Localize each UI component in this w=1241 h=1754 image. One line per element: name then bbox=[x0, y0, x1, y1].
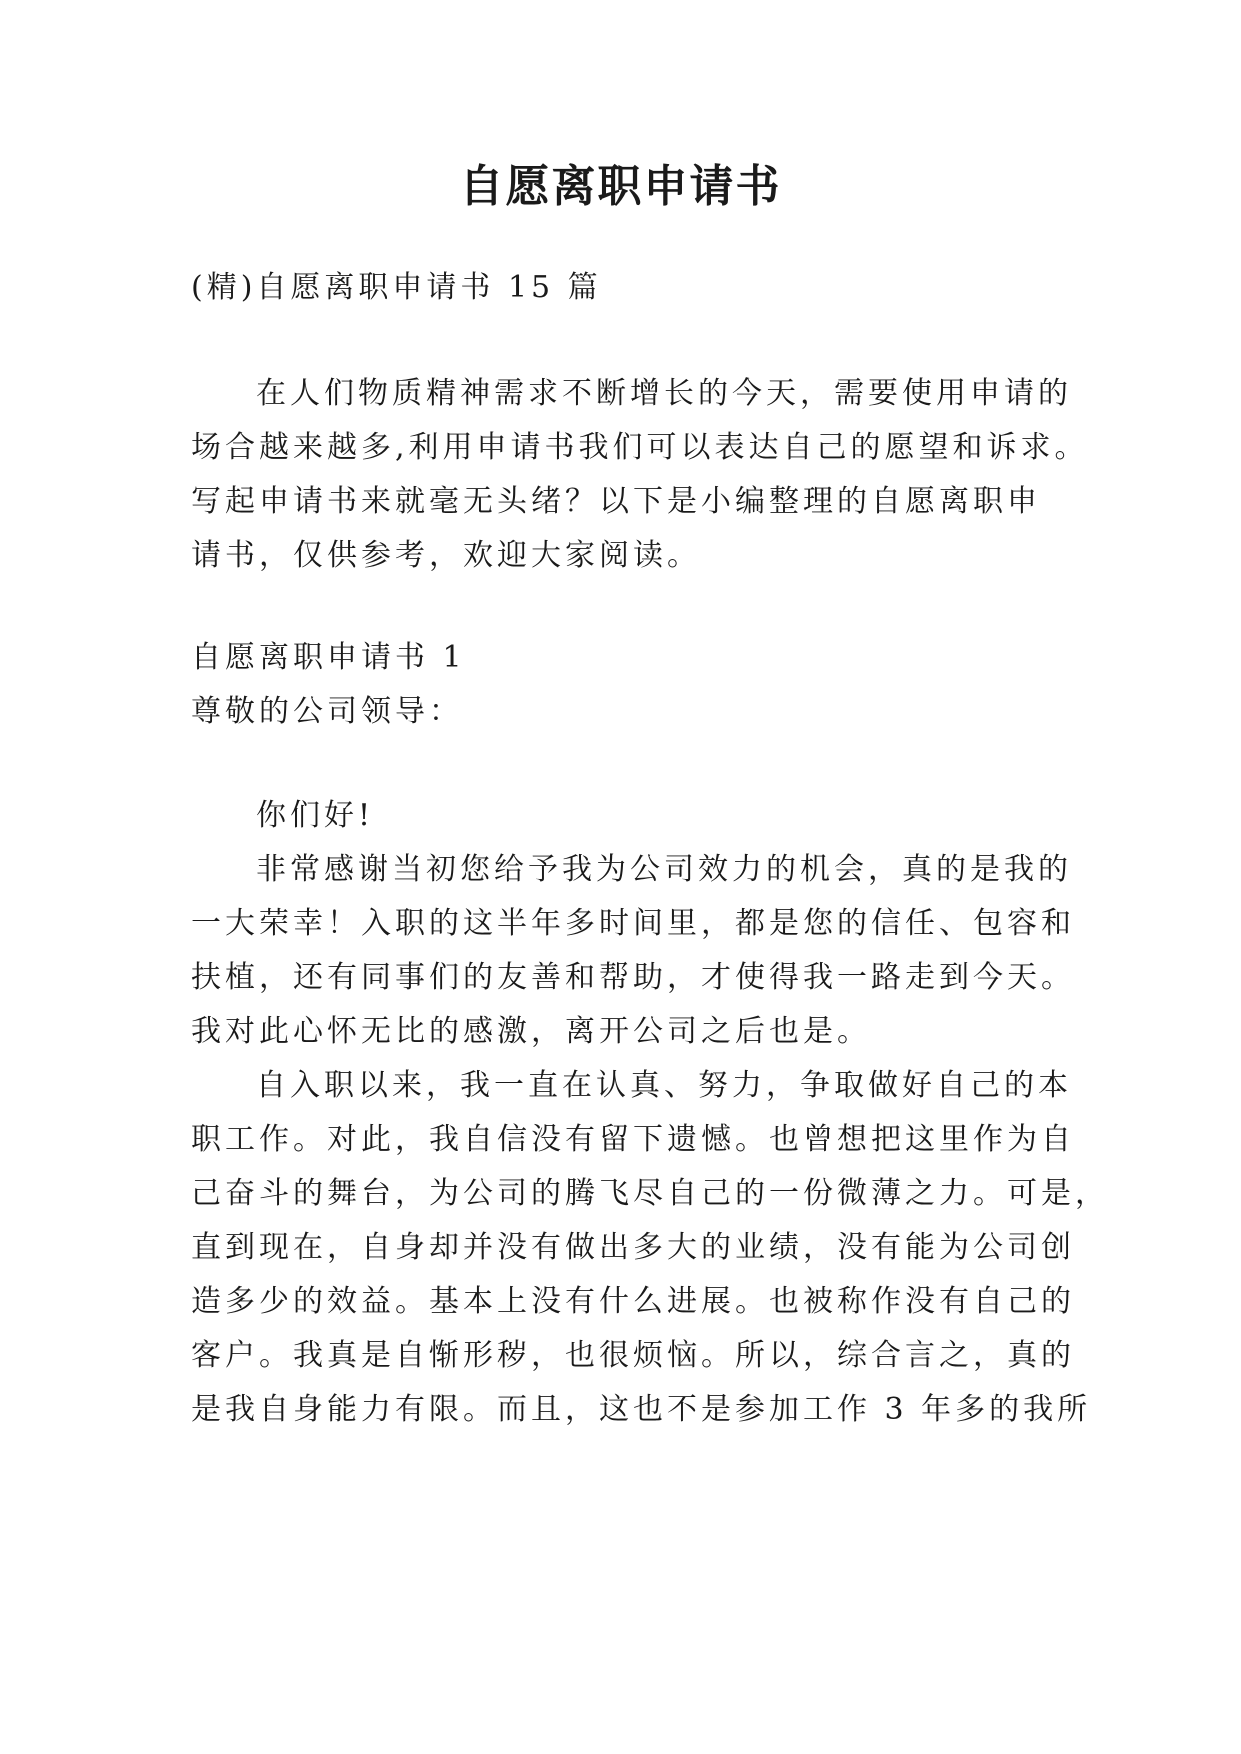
body-line: 扶植，还有同事们的友善和帮助，才使得我一路走到今天。 bbox=[191, 960, 1075, 995]
body-line: 客户。我真是自惭形秽，也很烦恼。所以，综合言之，真的 bbox=[191, 1338, 1075, 1373]
body-line: 是我自身能力有限。而且，这也不是参加工作 3 年多的我所 bbox=[191, 1392, 1092, 1427]
intro-line: 场合越来越多,利用申请书我们可以表达自己的愿望和诉求。 bbox=[191, 430, 1089, 465]
intro-line: 请书，仅供参考，欢迎大家阅读。 bbox=[191, 538, 701, 573]
document-title: 自愿离职申请书 bbox=[459, 161, 782, 212]
body-line: 职工作。对此，我自信没有留下遗憾。也曾想把这里作为自 bbox=[191, 1122, 1075, 1157]
section-heading: 自愿离职申请书 1 bbox=[191, 640, 466, 675]
body-line: 我对此心怀无比的感激，离开公司之后也是。 bbox=[191, 1014, 871, 1049]
body-line: 己奋斗的舞台，为公司的腾飞尽自己的一份微薄之力。可是， bbox=[191, 1176, 1109, 1211]
intro-line: 在人们物质精神需求不断增长的今天，需要使用申请的 bbox=[256, 376, 1072, 411]
body-line: 造多少的效益。基本上没有什么进展。也被称作没有自己的 bbox=[191, 1284, 1075, 1319]
greeting: 你们好! bbox=[256, 798, 375, 833]
body-line: 自入职以来，我一直在认真、努力，争取做好自己的本 bbox=[256, 1068, 1072, 1103]
intro-line: 写起申请书来就毫无头绪？以下是小编整理的自愿离职申 bbox=[191, 484, 1041, 519]
body-line: 非常感谢当初您给予我为公司效力的机会，真的是我的 bbox=[256, 852, 1072, 887]
document-subtitle: (精)自愿离职申请书 15 篇 bbox=[191, 270, 602, 305]
body-line: 直到现在，自身却并没有做出多大的业绩，没有能为公司创 bbox=[191, 1230, 1075, 1265]
salutation: 尊敬的公司领导： bbox=[191, 694, 463, 729]
body-line: 一大荣幸！入职的这半年多时间里，都是您的信任、包容和 bbox=[191, 906, 1075, 941]
